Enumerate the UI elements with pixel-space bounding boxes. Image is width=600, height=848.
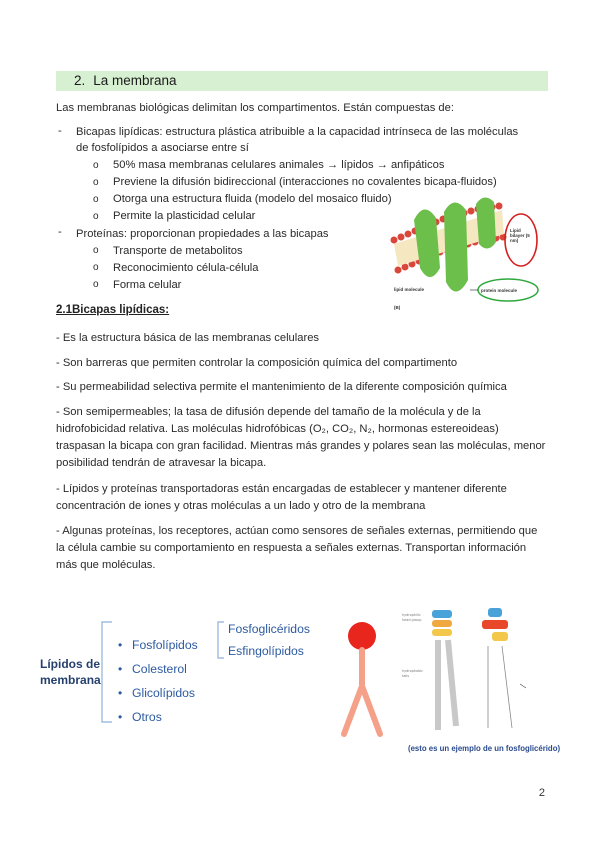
paragraph: - Algunas proteínas, los receptores, actúan como sensores de señales externas, permitiendo que la célula cambie su comportamiento en respuesta a señales externas. Transportan información más que moléculas.: [56, 525, 538, 571]
svg-text:head group: head group: [402, 618, 422, 622]
bicapas-line1: Bicapas lipídicas: estructura plástica atribuible a la capacidad intrínseca de las moléculas: [76, 126, 519, 138]
lipid-type-item: • Glicolípidos: [118, 686, 195, 700]
paragraph: - Lípidos y proteínas transportadoras están encargadas de establecer y mantener diferente concentración de iones y otras moléculas a un lado y otro de la membrana: [56, 483, 507, 512]
paragraph: - Su permeabilidad selectiva permite el mantenimiento de la diferente composición química: [56, 381, 507, 393]
lipid-molecule-label: lipid molecule: [394, 287, 425, 292]
paragraph: - Son barreras que permiten controlar la composición química del compartimento: [56, 357, 458, 369]
dash-bullet: -: [58, 226, 62, 238]
phospholipid-subtypes: [228, 618, 310, 662]
subtype-item: Fosfoglicéridos: [228, 622, 310, 636]
circle-bullet: o: [93, 160, 99, 171]
paragraph: - Es la estructura básica de las membranas celulares: [56, 332, 320, 344]
lipid-bilayer-label: Lipid bilayer (5 nm): [510, 228, 530, 243]
bicapas-item: Otorga una estructura fluida (modelo del mosaico fluido): [113, 193, 392, 205]
bicapas-line2: de fosfolípidos a asociarse entre sí: [76, 142, 249, 154]
heading-title: La membrana: [93, 73, 177, 88]
circle-bullet: o: [93, 211, 99, 222]
lipid-types-list: [118, 633, 198, 729]
proteinas-item: Forma celular: [113, 279, 182, 291]
svg-text:hydrophilic: hydrophilic: [402, 613, 421, 617]
svg-text:hydrophobic: hydrophobic: [402, 669, 424, 673]
subtype-item: Esfingolípidos: [228, 644, 304, 658]
lipid-type-item: • Fosfolípidos: [118, 638, 198, 652]
circle-bullet: o: [93, 262, 99, 273]
subsection-title: 2.1Bicapas lipídicas:: [56, 304, 170, 316]
section-heading: [74, 73, 177, 88]
phospholipid-figure: [340, 606, 566, 738]
paragraph: - Son semipermeables; la tasa de difusión depende del tamaño de la molécula y de la hidrofobicidad relativa. Las moléculas hidrofóbicas (O₂, CO₂, N₂, hormonas estereoideas) traspasan la bicapa con gran facilidad. Mientras más grandes y polares sean las moléculas, menor posibilidad tendrán de atravesar la bicapa.: [56, 406, 546, 469]
proteinas-line1: Proteínas: proporcionan propiedades a las bicapas: [76, 228, 329, 240]
proteinas-item: Transporte de metabolitos: [113, 245, 243, 257]
lipid-root-line1: Lípidos de: [40, 657, 100, 671]
circle-bullet: o: [93, 194, 99, 205]
figure-caption: (esto es un ejemplo de un fosfoglicérido): [408, 744, 561, 753]
circle-bullet: o: [93, 245, 99, 256]
circle-bullet: o: [93, 279, 99, 290]
svg-text:tails: tails: [402, 674, 410, 678]
dash-bullet: -: [58, 125, 62, 137]
membrane-bilayer-figure: [384, 190, 550, 314]
lipid-type-item: • Colesterol: [118, 662, 187, 676]
intro-text: Las membranas biológicas delimitan los compartimentos. Están compuestas de:: [56, 102, 454, 114]
proteinas-item: Reconocimiento célula-célula: [113, 262, 259, 274]
protein-molecule-label: protein molecule: [481, 288, 518, 293]
heading-number: 2.: [74, 73, 86, 88]
circle-bullet: o: [93, 177, 99, 188]
bicapas-item: Previene la difusión bidireccional (interacciones no covalentes bicapa-fluidos): [113, 176, 497, 188]
figure-panel-label: (B): [394, 305, 401, 310]
lipid-type-item: • Otros: [118, 710, 162, 724]
lipid-root-line2: membrana: [40, 673, 101, 687]
bicapas-item: 50% masa membranas celulares animales → lípidos → anfipáticos: [113, 159, 445, 171]
bicapas-item: Permite la plasticidad celular: [113, 210, 256, 222]
page-number: 2: [538, 787, 545, 799]
